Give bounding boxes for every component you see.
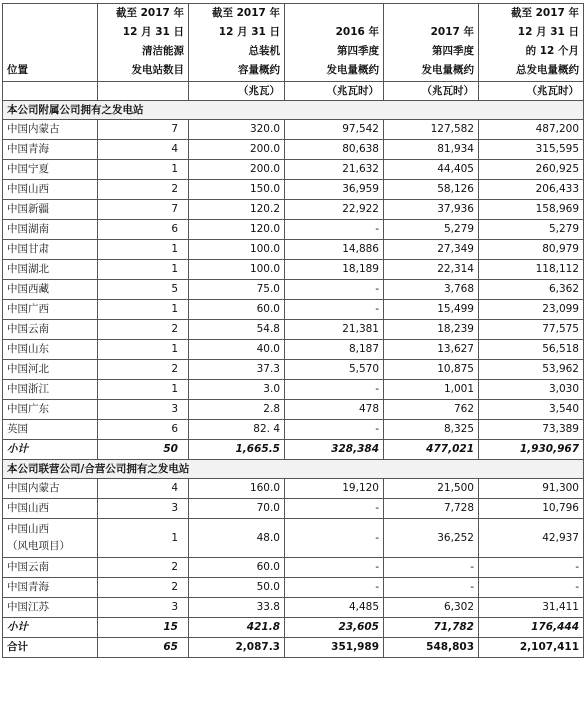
location-cell: 中国内蒙古	[3, 120, 98, 140]
location-cell: 中国云南	[3, 320, 98, 340]
power-station-table	[2, 3, 584, 658]
header-line: 截至 2017 年	[211, 7, 280, 19]
total-row	[3, 638, 584, 658]
value-cell: 5,570	[285, 360, 384, 380]
value-cell: 421.8	[189, 618, 285, 638]
location-line: 中国山西	[7, 523, 49, 535]
section-title: 本公司联营公司/合营公司拥有之发电站	[3, 460, 584, 479]
location-cell: 中国云南	[3, 558, 98, 578]
location-cell: 中国新疆	[3, 200, 98, 220]
table-row	[3, 578, 584, 598]
value-cell: 3	[98, 598, 189, 618]
value-cell: 80,638	[285, 140, 384, 160]
value-cell: 7	[98, 200, 189, 220]
value-cell: 6	[98, 220, 189, 240]
header-line: 容量概约	[238, 64, 280, 76]
value-cell: 1,001	[384, 380, 479, 400]
header-line: 12 月 31 日	[122, 26, 184, 38]
value-cell: 21,381	[285, 320, 384, 340]
table-row	[3, 260, 584, 280]
value-cell: 1	[98, 300, 189, 320]
location-cell: 合计	[3, 638, 98, 658]
value-cell: 1,930,967	[479, 440, 584, 460]
value-cell: 97,542	[285, 120, 384, 140]
value-cell: 120.0	[189, 220, 285, 240]
value-cell: 71,782	[384, 618, 479, 638]
value-cell: 3	[98, 499, 189, 519]
value-cell: -	[285, 578, 384, 598]
header-line: 12 月 31 日	[218, 26, 280, 38]
value-cell: 56,518	[479, 340, 584, 360]
value-cell: 10,796	[479, 499, 584, 519]
value-cell: 42,937	[479, 519, 584, 558]
value-cell: 1	[98, 260, 189, 280]
value-cell: 23,099	[479, 300, 584, 320]
value-cell: 127,582	[384, 120, 479, 140]
value-cell: 160.0	[189, 479, 285, 499]
header-row	[3, 4, 584, 82]
value-cell: 6	[98, 420, 189, 440]
value-cell: 2	[98, 558, 189, 578]
value-cell: 2	[98, 578, 189, 598]
value-cell: 58,126	[384, 180, 479, 200]
table-body	[3, 4, 584, 658]
value-cell: 762	[384, 400, 479, 420]
value-cell: -	[285, 300, 384, 320]
value-cell: 33.8	[189, 598, 285, 618]
location-cell: 小计	[3, 440, 98, 460]
value-cell: 478	[285, 400, 384, 420]
value-cell: -	[285, 420, 384, 440]
value-cell: 50.0	[189, 578, 285, 598]
location-cell: 中国河北	[3, 360, 98, 380]
table-row	[3, 180, 584, 200]
table-row	[3, 300, 584, 320]
table-row-wind-project	[3, 519, 584, 558]
value-cell: 80,979	[479, 240, 584, 260]
value-cell: 2	[98, 320, 189, 340]
value-cell: -	[384, 558, 479, 578]
value-cell: 82. 4	[189, 420, 285, 440]
header-line: 的 12 个月	[525, 45, 579, 57]
table-row	[3, 320, 584, 340]
value-cell: 36,959	[285, 180, 384, 200]
table-row	[3, 598, 584, 618]
header-line: 第四季度	[337, 45, 379, 57]
value-cell: 176,444	[479, 618, 584, 638]
table-row	[3, 220, 584, 240]
table-row	[3, 200, 584, 220]
value-cell: 118,112	[479, 260, 584, 280]
header-line: 总发电量概约	[516, 64, 579, 76]
header-line: 截至 2017 年	[510, 7, 579, 19]
location-cell: 中国广东	[3, 400, 98, 420]
table-row	[3, 160, 584, 180]
value-cell: 158,969	[479, 200, 584, 220]
value-cell: 3.0	[189, 380, 285, 400]
value-cell: 200.0	[189, 140, 285, 160]
header-2017-q4	[384, 4, 479, 82]
location-cell: 中国广西	[3, 300, 98, 320]
value-cell: 100.0	[189, 260, 285, 280]
header-line: 2016 年	[335, 26, 379, 38]
table-row	[3, 240, 584, 260]
value-cell: 44,405	[384, 160, 479, 180]
value-cell: 1	[98, 519, 189, 558]
value-cell: 65	[98, 638, 189, 658]
location-cell: 中国山西	[3, 499, 98, 519]
value-cell: 150.0	[189, 180, 285, 200]
value-cell: 37,936	[384, 200, 479, 220]
subtotal-row	[3, 618, 584, 638]
value-cell: 21,500	[384, 479, 479, 499]
unit-cell	[3, 82, 98, 101]
location-cell: 中国青海	[3, 140, 98, 160]
header-capacity	[189, 4, 285, 82]
location-cell: 中国湖南	[3, 220, 98, 240]
header-2016-q4	[285, 4, 384, 82]
location-cell: 中国浙江	[3, 380, 98, 400]
header-line: 2017 年	[430, 26, 474, 38]
value-cell: 19,120	[285, 479, 384, 499]
value-cell: 4,485	[285, 598, 384, 618]
header-line: 清洁能源	[142, 45, 184, 57]
header-line: 发电站数目	[131, 64, 184, 76]
value-cell: 36,252	[384, 519, 479, 558]
value-cell: 75.0	[189, 280, 285, 300]
value-cell: 13,627	[384, 340, 479, 360]
table-row	[3, 380, 584, 400]
table-row	[3, 420, 584, 440]
header-station-count	[98, 4, 189, 82]
value-cell: 6,362	[479, 280, 584, 300]
location-cell: 中国青海	[3, 578, 98, 598]
value-cell: 5	[98, 280, 189, 300]
value-cell: -	[479, 578, 584, 598]
value-cell: 2.8	[189, 400, 285, 420]
value-cell: 50	[98, 440, 189, 460]
value-cell: 10,875	[384, 360, 479, 380]
table-row	[3, 340, 584, 360]
subtotal-row	[3, 440, 584, 460]
value-cell: 7,728	[384, 499, 479, 519]
unit-cell: （兆瓦）	[189, 82, 285, 101]
value-cell: 77,575	[479, 320, 584, 340]
value-cell: 328,384	[285, 440, 384, 460]
value-cell: -	[285, 380, 384, 400]
value-cell: 1	[98, 380, 189, 400]
value-cell: 351,989	[285, 638, 384, 658]
value-cell: 2,087.3	[189, 638, 285, 658]
value-cell: -	[384, 578, 479, 598]
location-cell: 中国山东	[3, 340, 98, 360]
header-location: 位置	[3, 4, 98, 82]
section-title: 本公司附属公司拥有之发电站	[3, 101, 584, 120]
value-cell: 8,325	[384, 420, 479, 440]
value-cell: 70.0	[189, 499, 285, 519]
location-cell: 中国宁夏	[3, 160, 98, 180]
location-cell	[3, 519, 98, 558]
value-cell: 73,389	[479, 420, 584, 440]
value-cell: -	[285, 280, 384, 300]
value-cell: 3	[98, 400, 189, 420]
value-cell: 3,540	[479, 400, 584, 420]
value-cell: 3,768	[384, 280, 479, 300]
header-line: 发电量概约	[421, 64, 474, 76]
value-cell: 120.2	[189, 200, 285, 220]
value-cell: 60.0	[189, 300, 285, 320]
table-row	[3, 360, 584, 380]
value-cell: 27,349	[384, 240, 479, 260]
location-cell: 中国内蒙古	[3, 479, 98, 499]
value-cell: 22,922	[285, 200, 384, 220]
value-cell: 260,925	[479, 160, 584, 180]
header-line: 总装机	[248, 45, 280, 57]
location-cell: 中国西藏	[3, 280, 98, 300]
value-cell: 23,605	[285, 618, 384, 638]
value-cell: 2	[98, 360, 189, 380]
value-cell: 200.0	[189, 160, 285, 180]
value-cell: 15	[98, 618, 189, 638]
value-cell: 548,803	[384, 638, 479, 658]
header-line: 发电量概约	[326, 64, 379, 76]
value-cell: 54.8	[189, 320, 285, 340]
header-line: 12 月 31 日	[517, 26, 579, 38]
value-cell: 14,886	[285, 240, 384, 260]
units-row	[3, 82, 584, 101]
value-cell: 2,107,411	[479, 638, 584, 658]
location-cell: 英国	[3, 420, 98, 440]
value-cell: 18,239	[384, 320, 479, 340]
value-cell: 4	[98, 140, 189, 160]
value-cell: 1	[98, 160, 189, 180]
location-cell: 中国江苏	[3, 598, 98, 618]
unit-cell: （兆瓦时）	[384, 82, 479, 101]
value-cell: 315,595	[479, 140, 584, 160]
table-row	[3, 280, 584, 300]
value-cell: -	[285, 220, 384, 240]
table-row	[3, 120, 584, 140]
location-cell: 中国甘肃	[3, 240, 98, 260]
location-cell: 中国湖北	[3, 260, 98, 280]
table-row	[3, 140, 584, 160]
header-line: 截至 2017 年	[115, 7, 184, 19]
value-cell: 5,279	[384, 220, 479, 240]
unit-cell	[98, 82, 189, 101]
value-cell: 37.3	[189, 360, 285, 380]
value-cell: 22,314	[384, 260, 479, 280]
value-cell: 100.0	[189, 240, 285, 260]
value-cell: 40.0	[189, 340, 285, 360]
location-cell: 小计	[3, 618, 98, 638]
unit-cell: （兆瓦时）	[479, 82, 584, 101]
value-cell: 18,189	[285, 260, 384, 280]
section-title-subsidiaries	[3, 101, 584, 120]
value-cell: 487,200	[479, 120, 584, 140]
value-cell: 4	[98, 479, 189, 499]
unit-cell: （兆瓦时）	[285, 82, 384, 101]
table-row	[3, 479, 584, 499]
value-cell: 31,411	[479, 598, 584, 618]
value-cell: 5,279	[479, 220, 584, 240]
value-cell: 48.0	[189, 519, 285, 558]
value-cell: 2	[98, 180, 189, 200]
value-cell: 477,021	[384, 440, 479, 460]
value-cell: 3,030	[479, 380, 584, 400]
value-cell: -	[285, 519, 384, 558]
value-cell: 8,187	[285, 340, 384, 360]
value-cell: 15,499	[384, 300, 479, 320]
value-cell: 1	[98, 240, 189, 260]
value-cell: 60.0	[189, 558, 285, 578]
value-cell: 6,302	[384, 598, 479, 618]
value-cell: 21,632	[285, 160, 384, 180]
value-cell: 81,934	[384, 140, 479, 160]
header-line: 第四季度	[432, 45, 474, 57]
value-cell: 1	[98, 340, 189, 360]
section-title-associates	[3, 460, 584, 479]
value-cell: 206,433	[479, 180, 584, 200]
value-cell: 320.0	[189, 120, 285, 140]
location-cell: 中国山西	[3, 180, 98, 200]
value-cell: 7	[98, 120, 189, 140]
value-cell: -	[479, 558, 584, 578]
location-line: （风电项目）	[7, 540, 70, 552]
table-row	[3, 558, 584, 578]
table-row	[3, 400, 584, 420]
value-cell: -	[285, 499, 384, 519]
value-cell: 53,962	[479, 360, 584, 380]
header-12-month-total	[479, 4, 584, 82]
value-cell: 91,300	[479, 479, 584, 499]
table-row	[3, 499, 584, 519]
value-cell: -	[285, 558, 384, 578]
value-cell: 1,665.5	[189, 440, 285, 460]
